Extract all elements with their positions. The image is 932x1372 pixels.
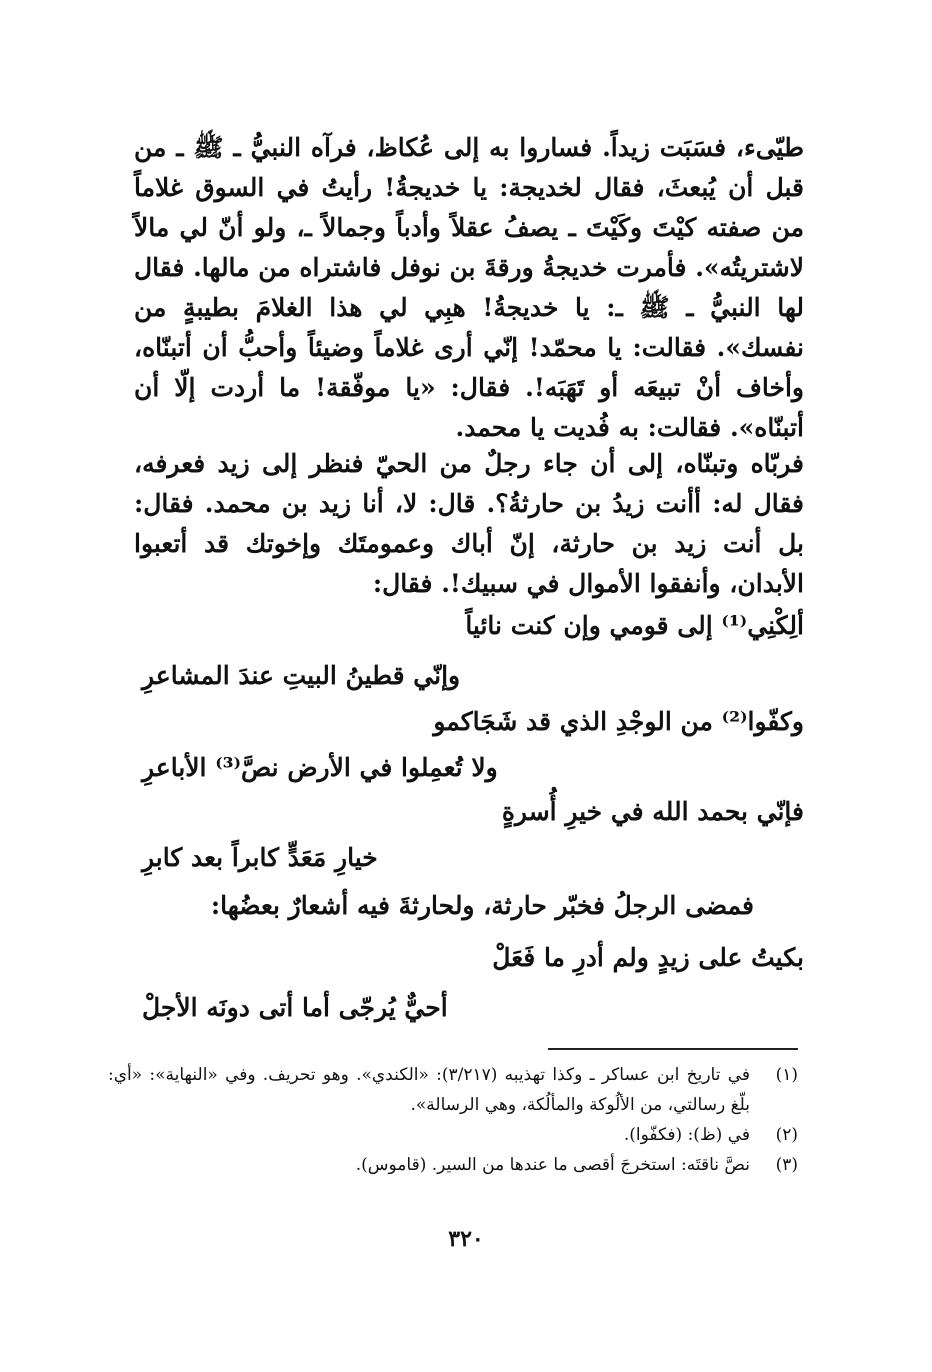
verse-1-first-hemistich: ألِكْنِي⁽¹⁾ إلى قومي وإن كنت نائياً (465, 611, 804, 640)
footnote-separator (548, 1048, 798, 1050)
footnote-2 (108, 1120, 798, 1150)
footnote-3-text: نصَّ ناقتَه: استخرجَ أقصى ما عندها من السير. (قاموس). (355, 1155, 750, 1175)
verse-3-second-hemistich: خيارِ مَعَدٍّ كابراً بعد كابرِ (142, 843, 378, 872)
footnote-2-text: في (ظ): (فكفّوا). (623, 1125, 750, 1145)
footnotes (108, 1060, 798, 1180)
footnote-2-number: (٢) (775, 1125, 798, 1145)
page-number: ٣٢٠ (448, 1226, 484, 1252)
verse-1-second-hemistich: وإنّي قطينُ البيتِ عندَ المشاعرِ (142, 661, 461, 690)
paragraph-2: فربّاه وتبنّاه، إلى أن جاء رجلٌ من الحيّ فنظر إلى زيد فعرفه، فقال له: أأنت زيدُ بن حارثةُ؟. قال: لا، أنا زيد بن محمد. فقال: بل أنت زيد بن حارثة، إنّ أباك وعمومتَك وإخوتك قد أتعبوا الأبدان، وأنفقوا الأموال في سبيك!. فقال: (134, 449, 804, 598)
footnote-3 (108, 1150, 798, 1180)
footnote-1-text: في تاريخ ابن عساكر ـ وكذا تهذيبه (٣/٢١٧): «الكندي». وهو تحريف. وفي «النهاية»: «أي: بلّغ رسالتي، من الألُوكة والمألُكة، وهي الرسالة». (108, 1065, 750, 1115)
footnote-1 (108, 1060, 798, 1120)
narration-line: فمضى الرجلُ فخبّر حارثة، ولحارثةَ فيه أشعارٌ بعضُها: (210, 891, 754, 920)
footnote-3-number: (٣) (775, 1155, 798, 1175)
paragraph-1: طيّىء، فسَبَت زيداً. فساروا به إلى عُكاظ، فرآه النبيُّ ـ ﷺ ـ من قبل أن يُبعثَ، فقال لخديجة: يا خديجةُ! رأيتُ في السوق غلاماً من صفته كيْتَ وكَيْتَ ـ يصفُ عقلاً وأدباً وجمالاً ـ، ولو أنّ لي مالاً لاشتريتُه». فأمرت خديجةُ ورقةَ بن نوفل فاشتراه من مالها. فقال لها النبيُّ ـ ﷺ ـ: يا خديجةُ! هبِي لي هذا الغلامَ بطيبةٍ من نفسك». فقالت: يا محمّد! إنّي أرى غلاماً وضيئاً وأحبُّ أن أتبنّاه، وأخاف أنْ تبيعَه أو تَهَبَه!. فقال: «يا موفّقة! ما أردت إلّا أن أتبنّاه». فقالت: به فُديت يا محمد. (134, 133, 804, 442)
verse-2-second-hemistich: ولا تُعمِلوا في الأرض نصَّ⁽³⁾ الأباعرِ (142, 753, 498, 782)
verse-2-first-hemistich: وكفّوا⁽²⁾ من الوجْدِ الذي قد شَجَاكمو (433, 707, 804, 736)
footnote-1-number: (١) (775, 1065, 798, 1085)
final-verse-first-hemistich: بكيتُ على زيدٍ ولم أدرِ ما فَعَلْ (492, 943, 804, 972)
verse-3-first-hemistich: فإنّي بحمد الله في خيرِ أُسرةٍ (501, 797, 804, 826)
final-verse-second-hemistich: أحيٌّ يُرجّى أما أتى دونَه الأجلْ (142, 993, 448, 1022)
